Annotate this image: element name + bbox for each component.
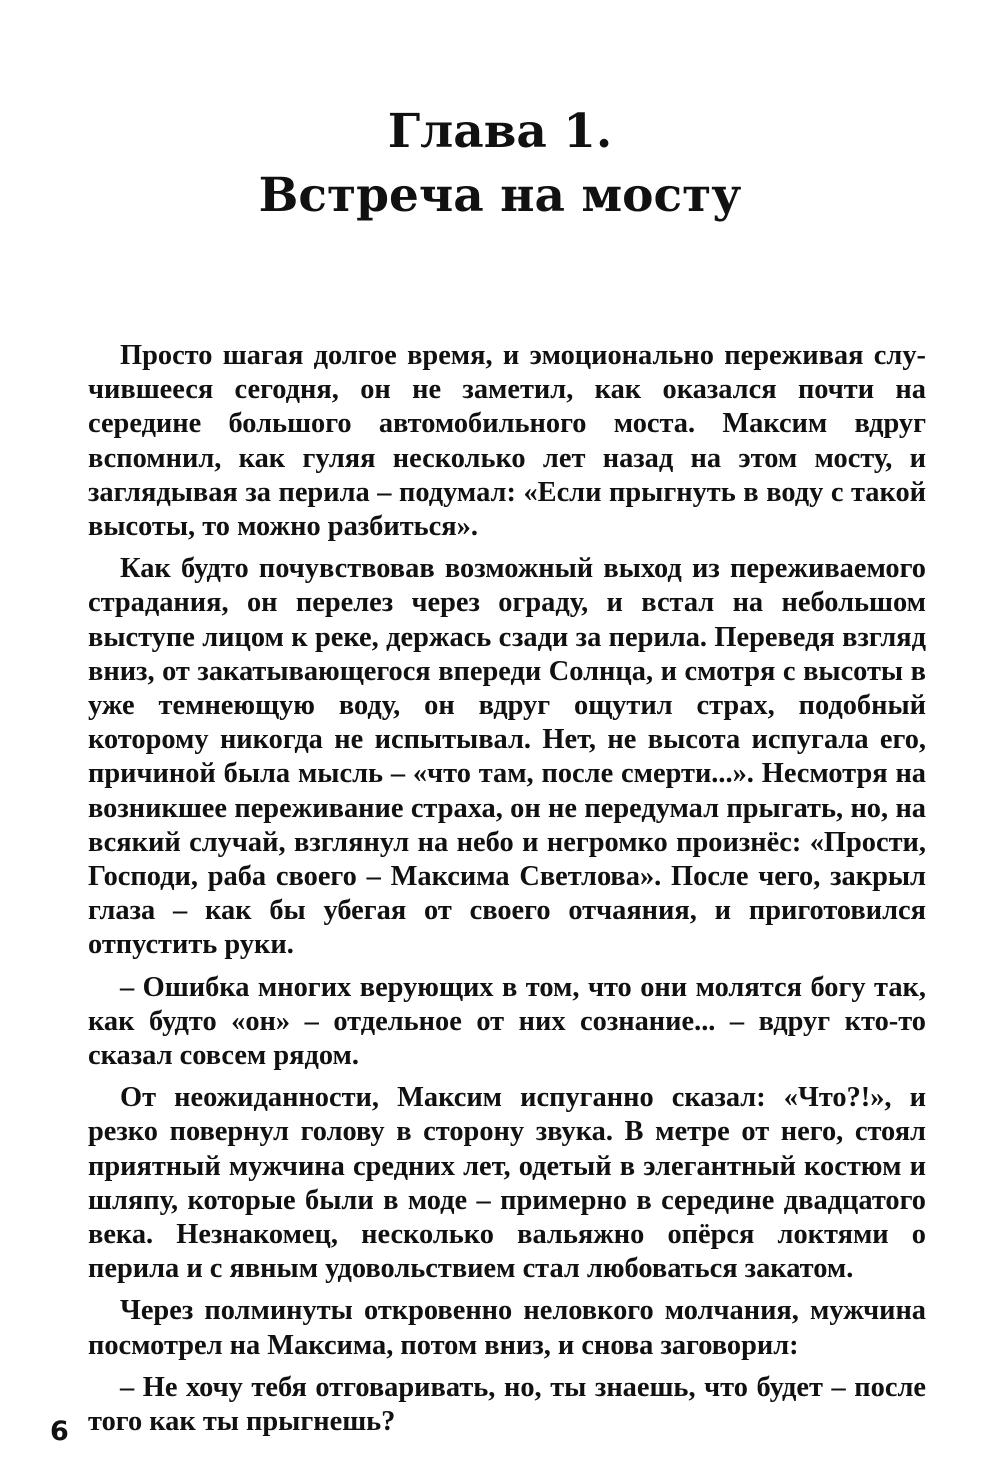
paragraph-1: Просто шагая долгое время, и эмоционально переживая случившееся сегодня, он не заметил, как оказался почти на середине большого автомобильного моста. Максим вдруг вспомнил, как гуляя несколько лет назад на этом мосту, и заглядывая за перила – подумал: «Если прыгнуть в воду с такой высоты, то можно разбиться». — [88, 340, 926, 543]
chapter-heading — [0, 100, 1000, 228]
paragraph-4: От неожиданности, Максим испуганно сказал: «Что?!», и резко повернул голову в сторону звука. В метре от него, стоял приятный мужчина средних лет, одетый в элегантный костюм и шляпу, которые были в моде – примерно в середине двадцатого века. Незнакомец, несколько вальяжно опёрся локтями о перила и с явным удовольствием стал любоваться закатом. — [88, 1082, 926, 1285]
page-number: 6 — [50, 1416, 69, 1447]
paragraph-2: Как будто почувствовав возможный выход из переживаемого страдания, он перелез через ограду, и встал на небольшом выступе лицом к реке, держась сзади за перила. Переведя взгляд вниз, от закатывающегося впереди Солнца, и смотря с высоты в уже темнеющую воду, он вдруг ощутил страх, подобный которому никогда не испытывал. Нет, не высота испугала его, причиной была мысль – «что там, после смерти...». Несмотря на возникшее переживание страха, он не передумал прыгать, но, на всякий случай, взглянул на небо и негромко произнёс: «Прости, Господи, раба своего – Максима Светлова». После чего, закрыл глаза – как бы убегая от своего отчаяния, и приготовился отпустить руки. — [88, 553, 926, 961]
chapter-title: Встреча на мосту — [258, 168, 742, 223]
paragraph-6: – Не хочу тебя отговаривать, но, ты знаешь, что будет – после того как ты прыгнешь? — [88, 1371, 926, 1438]
paragraph-3: – Ошибка многих верующих в том, что они молятся богу так, как будто «он» – отдельное от них сознание... – вдруг кто-то сказал совсем рядом. — [88, 971, 926, 1072]
paragraph-5: Через полминуты откровенно неловкого молчания, мужчина посмотрел на Максима, потом вниз, и снова заговорил: — [88, 1295, 926, 1361]
chapter-body — [88, 339, 926, 1447]
chapter-number: Глава 1. — [387, 104, 613, 159]
